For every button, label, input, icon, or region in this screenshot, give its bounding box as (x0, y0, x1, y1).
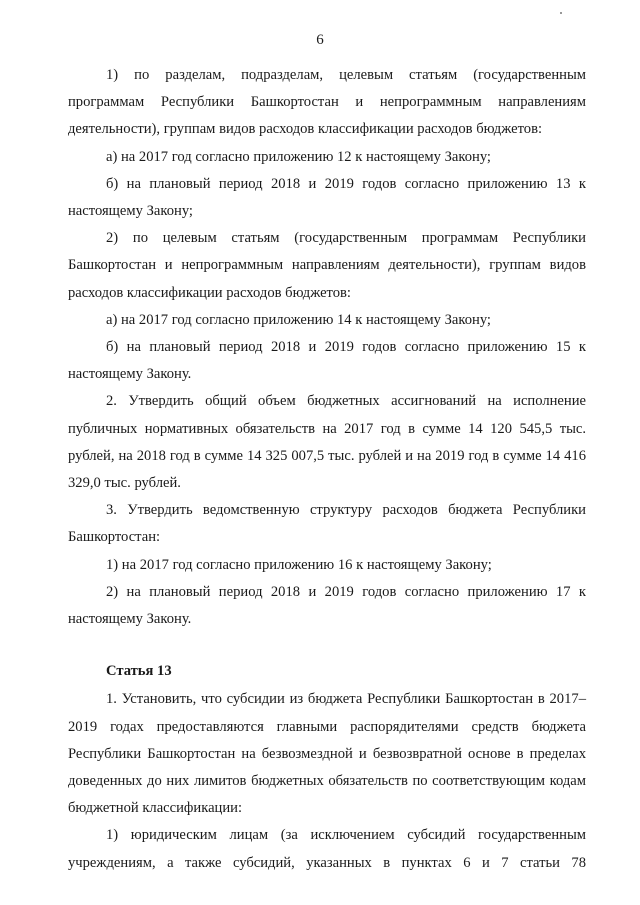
paragraph: б) на плановый период 2018 и 2019 годов согласно приложению 13 к настоящему Закону; (68, 175, 586, 220)
article-title: Статья 13 (106, 663, 172, 680)
paragraph: 3. Утвердить ведомственную структуру расходов бюджета Республики Башкортостан: (68, 502, 586, 546)
paragraph: 2. Утвердить общий объем бюджетных ассигнований на исполнение публичных нормативных обязательств на 2017 год в сумме 14 120 545,5 тыс. рублей, на 2018 год в сумме 14 325 007,5 тыс. рублей и на 2019 год в сумме 14 416 329,0 тыс. рублей. (68, 393, 586, 492)
paragraph: 1) по разделам, подразделам, целевым статьям (государственным программам Республики Башкортостан и непрограммным направлениям деятельности), группам видов расходов классификации расходов бюджетов: (68, 67, 586, 138)
paragraph: 1. Установить, что субсидии из бюджета Республики Башкортостан в 2017–2019 годах предоставляются главными распорядителями средств бюджета Республики Башкортостан на безвозмездной и безвозвратной основе в пределах доведенных до них лимитов бюджетных обязательств по соответствующим кодам бюджетной классификации: (68, 691, 586, 817)
paragraph: а) на 2017 год согласно приложению 12 к настоящему Закону; (106, 148, 491, 165)
paragraph: 1) на 2017 год согласно приложению 16 к настоящему Закону; (106, 556, 492, 573)
paragraph: 2) по целевым статьям (государственным программам Республики Башкортостан и непрограммным направлениям деятельности), группам видов расходов классификации расходов бюджетов: (68, 230, 586, 301)
paragraph: б) на плановый период 2018 и 2019 годов согласно приложению 15 к настоящему Закону. (68, 339, 586, 383)
scan-dot (560, 12, 562, 14)
page-number: 6 (316, 32, 324, 48)
document-body (68, 62, 586, 877)
paragraph: а) на 2017 год согласно приложению 14 к настоящему Закону; (106, 311, 491, 328)
paragraph: 1) юридическим лицам (за исключением субсидий государственным учреждениям, а также субсидий, указанных в пунктах 6 и 7 статьи 78 (68, 827, 586, 871)
paragraph: 2) на плановый период 2018 и 2019 годов согласно приложению 17 к настоящему Закону. (68, 583, 586, 628)
